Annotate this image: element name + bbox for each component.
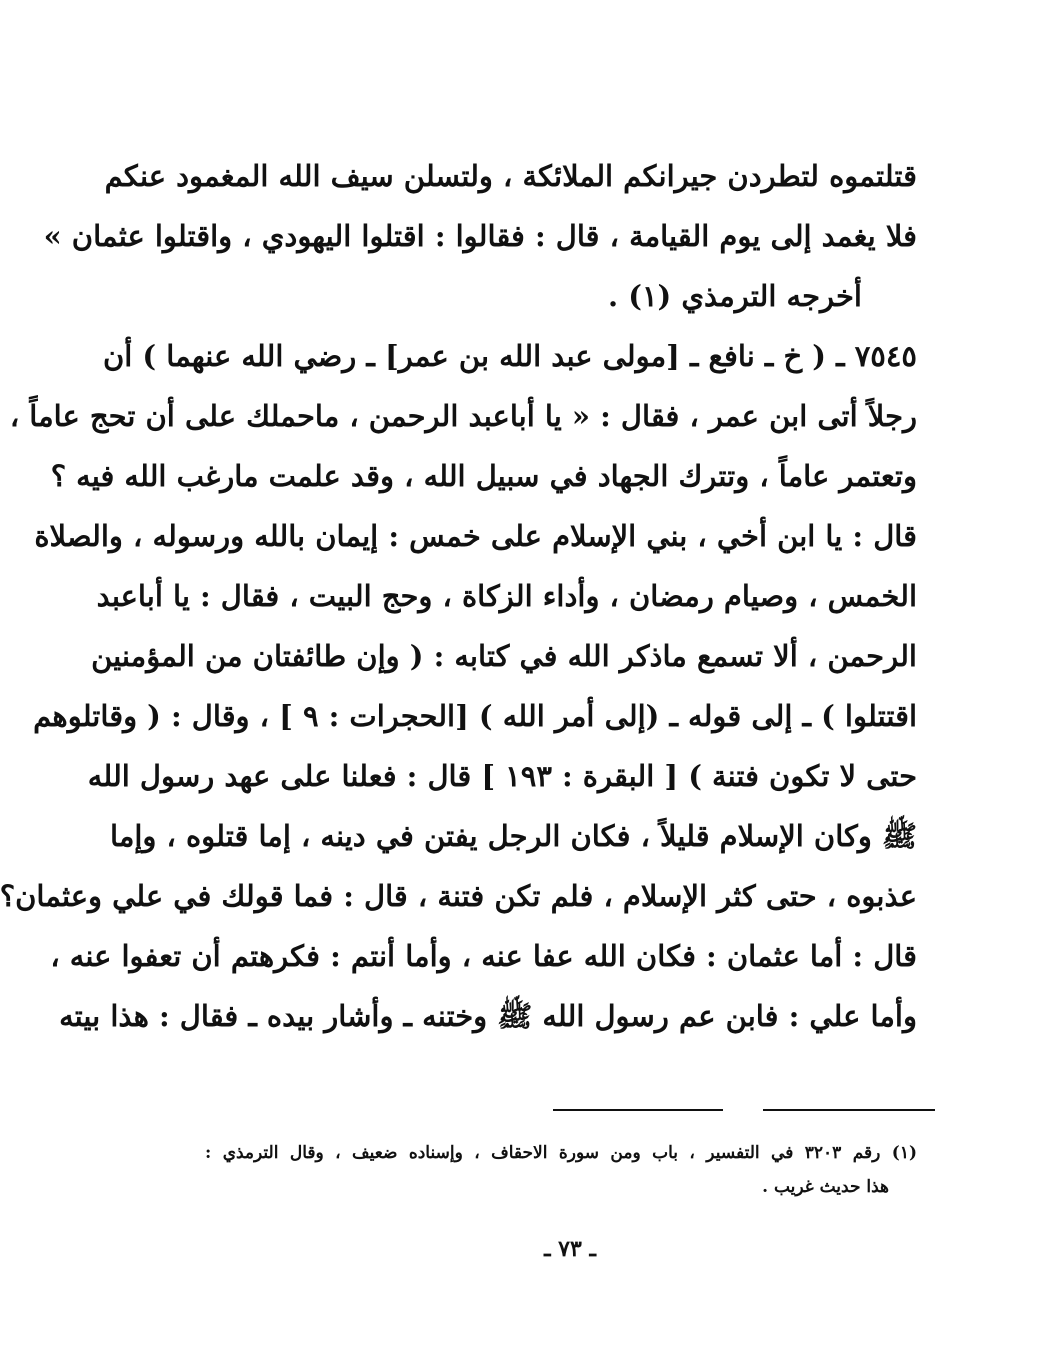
page-number: ـ ٧٣ ـ — [544, 1236, 596, 1262]
text-line: أخرجه الترمذي (١) . — [608, 279, 862, 313]
text-line: وتعتمر عاماً ، وتترك الجهاد في سبيل الله ، وقد علمت مارغب الله فيه ؟ — [50, 459, 917, 493]
text-line: رجلاً أتى ابن عمر ، فقال : « يا أباعبد الرحمن ، ماحملك على أن تحج عاماً ، — [9, 399, 917, 433]
text-line: وأما علي : فابن عم رسول الله ﷺ وختنه ـ وأشار بيده ـ فقال : هذا بيته — [59, 999, 917, 1033]
text-line: فلا يغمد إلى يوم القيامة ، قال : فقالوا : اقتلوا اليهودي ، واقتلوا عثمان » — [43, 219, 917, 253]
text-line: قال : يا ابن أخي ، بني الإسلام على خمس : إيمان بالله ورسوله ، والصلاة — [34, 519, 917, 553]
text-line: الرحمن ، ألا تسمع ماذكر الله في كتابه : ( وإن طائفتان من المؤمنين — [91, 639, 917, 673]
text-line: قتلتموه لتطردن جيرانكم الملائكة ، ولتسلن سيف الله المغمود عنكم — [104, 159, 917, 193]
text-line: عذبوه ، حتى كثر الإسلام ، فلم تكن فتنة ، قال : فما قولك في علي وعثمان؟ — [0, 879, 917, 913]
text-line: ﷺ وكان الإسلام قليلاً ، فكان الرجل يفتن في دينه ، إما قتلوه ، وإما — [109, 819, 917, 853]
footnote-line: هذا حديث غريب . — [762, 1177, 889, 1197]
text-line: حتى لا تكون فتنة ) [ البقرة : ١٩٣ ] قال : فعلنا على عهد رسول الله — [87, 759, 917, 793]
footnote-line: (١) رقم ٣٢٠٣ في التفسير ، باب ومن سورة الاحقاف ، وإسناده ضعيف ، وقال الترمذي : — [205, 1143, 917, 1163]
text-line: قال : أما عثمان : فكان الله عفا عنه ، وأما أنتم : فكرهتم أن تعفوا عنه ، — [50, 939, 917, 973]
footnote — [205, 1136, 917, 1204]
text-line: الخمس ، وصيام رمضان ، وأداء الزكاة ، وحج البيت ، فقال : يا أباعبد — [96, 579, 917, 613]
body-text — [0, 146, 917, 1046]
footnote-divider — [553, 1109, 723, 1111]
footnote-divider — [763, 1109, 935, 1111]
hadith-heading-line: ٧٥٤٥ ـ ( خ ـ نافع ـ [مولى عبد الله بن عمر] ـ رضي الله عنهما ) أن — [102, 339, 917, 373]
text-line: اقتتلوا ) ـ إلى قوله ـ (إلى أمر الله ) [الحجرات : ٩ ] ، وقال : ( وقاتلوهم — [33, 699, 917, 733]
